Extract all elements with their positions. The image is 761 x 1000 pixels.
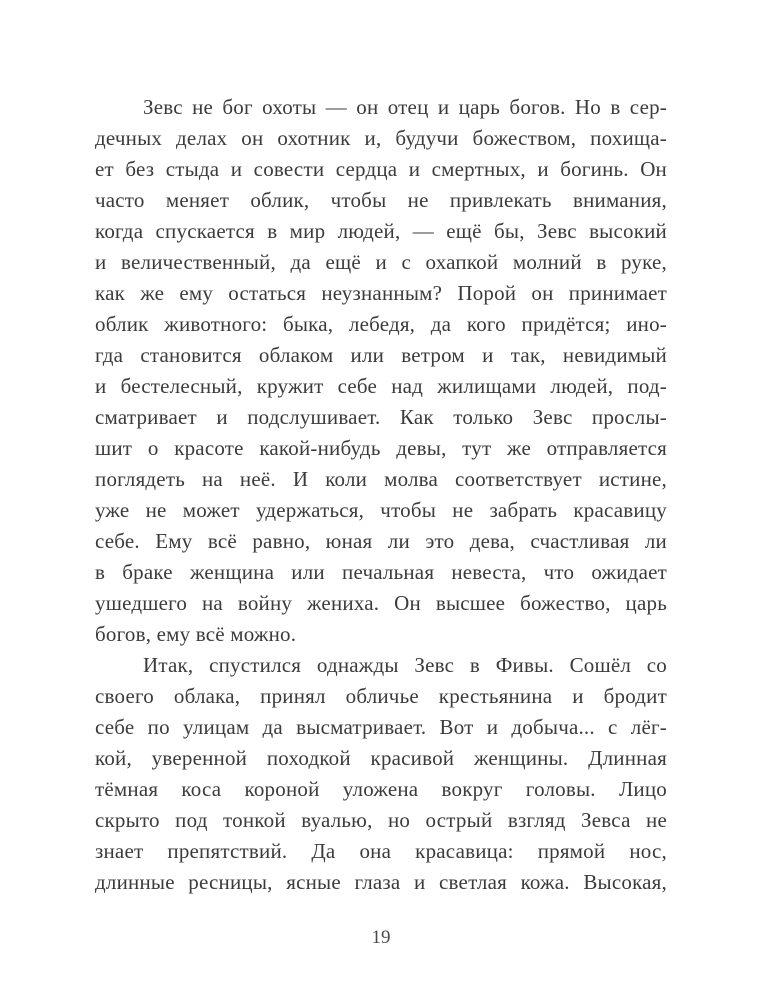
- text-line: как же ему остаться неузнанным? Порой он принимает: [95, 281, 667, 305]
- text-line: ушедшего на войну жениха. Он высшее божество, царь: [95, 591, 667, 615]
- text-line: в браке женщина или печальная невеста, что ожидает: [95, 560, 667, 584]
- text-line: богов, ему всё можно.: [95, 622, 297, 646]
- text-line: облик животного: быка, лебедя, да кого придётся; ино-: [95, 312, 667, 336]
- text-line: шит о красоте какой-нибудь девы, тут же отправляется: [95, 436, 667, 460]
- text-line: дечных делах он охотник и, будучи божеством, похища-: [95, 126, 667, 150]
- text-line: гда становится облаком или ветром и так, невидимый: [95, 343, 667, 367]
- body-text: [95, 92, 667, 898]
- text-line: уже не может удержаться, чтобы не забрать красавицу: [95, 498, 667, 522]
- text-line: поглядеть на неё. И коли молва соответствует истине,: [95, 467, 667, 491]
- text-line: себе. Ему всё равно, юная ли это дева, счастливая ли: [95, 529, 667, 553]
- text-line: длинные ресницы, ясные глаза и светлая кожа. Высокая,: [95, 870, 667, 894]
- text-line: Зевс не бог охоты — он отец и царь богов. Но в сер-: [143, 95, 667, 119]
- page-number: 19: [371, 927, 391, 948]
- text-line: и бестелесный, кружит себе над жилищами людей, под-: [95, 374, 667, 398]
- text-line: когда спускается в мир людей, — ещё бы, Зевс высокий: [95, 219, 667, 243]
- text-line: скрыто под тонкой вуалью, но острый взгляд Зевса не: [95, 808, 667, 832]
- text-line: знает препятствий. Да она красавица: прямой нос,: [95, 839, 667, 863]
- text-line: своего облака, принял обличье крестьянина и бродит: [95, 684, 667, 708]
- text-line: ет без стыда и совести сердца и смертных, и богинь. Он: [95, 157, 667, 181]
- text-line: и величественный, да ещё и с охапкой молний в руке,: [95, 250, 667, 274]
- paragraph-1: [95, 92, 667, 650]
- text-line: Итак, спустился однажды Зевс в Фивы. Сошёл со: [143, 653, 667, 677]
- text-line: тёмная коса короной уложена вокруг головы. Лицо: [95, 777, 667, 801]
- text-line: сматривает и подслушивает. Как только Зевс прослы-: [95, 405, 667, 429]
- text-line: себе по улицам да высматривает. Вот и добыча... с лёг-: [95, 715, 667, 739]
- text-line: часто меняет облик, чтобы не привлекать внимания,: [95, 188, 667, 212]
- paragraph-2: [95, 650, 667, 898]
- text-line: кой, уверенной походкой красивой женщины. Длинная: [95, 746, 667, 770]
